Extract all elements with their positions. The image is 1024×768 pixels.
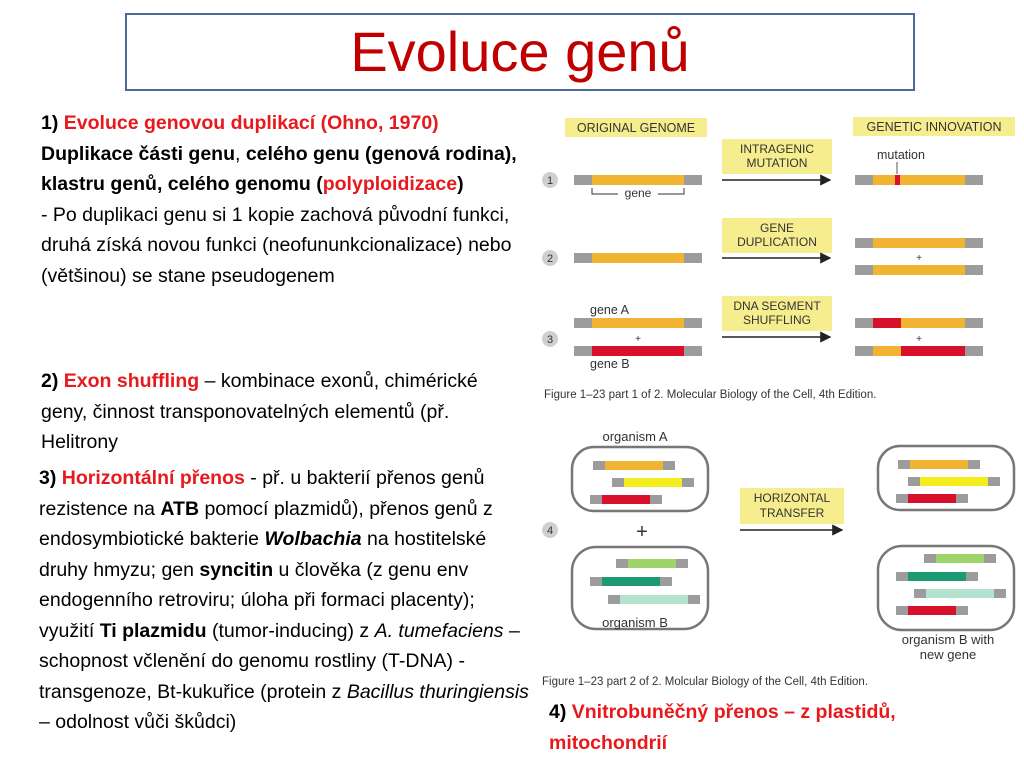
dna-shuffling-label-1: DNA SEGMENT [733, 299, 821, 313]
section-3-text-1: - př. u bakterií přenos genů rezistence na [39, 467, 485, 520]
gene-duplication-label-2: DUPLICATION [737, 235, 817, 249]
figure-caption-1: Figure 1–23 part 1 of 2. Molecular Biology of the Cell, 4th Edition. [544, 389, 877, 401]
plasmid-b2-red-new [896, 606, 968, 615]
section-3-text-4: u člověka (z genu env endogenního retroviru; úloha při formaci placenty); využití [39, 558, 475, 642]
section-3-atb: ATB [160, 497, 200, 520]
organism-a-label: organism A [602, 429, 668, 444]
gene-label: gene [624, 186, 652, 200]
plasmid-a-red [590, 495, 662, 504]
plasmid-b-mint [608, 595, 700, 604]
plasmid-a2-red [896, 494, 968, 503]
section-3-text-6: – schopnost včlenění do genomu rostliny (T-DNA) - transgenoze, Bt-kukuřice (protein z [39, 619, 520, 703]
section-exon-shuffling [41, 366, 521, 458]
section-3-a-tumefaciens: A. tumefaciens [374, 619, 504, 642]
genetic-innovation-label: GENETIC INNOVATION [866, 120, 1002, 134]
section-1-paren-open: ( [310, 173, 323, 195]
row-badge-3 [542, 331, 558, 347]
row-badge-2 [542, 250, 558, 266]
gene-bar-row3-shuffled-2 [855, 346, 983, 356]
row2-plus: + [916, 253, 922, 264]
section-1-heading: Evoluce genovou duplikací (Ohno, 1970) [63, 112, 439, 134]
row-badge-1 [542, 172, 558, 188]
section-3-text-3: na hostitelské druhy hmyzu; gen [39, 528, 487, 581]
plasmid-a2-yellow [908, 477, 1000, 486]
plasmid-a-yellow [612, 478, 694, 487]
plasmid-b2-lightgreen [924, 554, 996, 563]
plasmid-a2-orange [898, 460, 980, 469]
plasmid-a-orange [593, 461, 675, 470]
section-3-syncitin: syncitin [199, 558, 274, 581]
row-3-number: 3 [546, 334, 554, 346]
gene-bar-row2-original [574, 253, 702, 263]
plasmid-b2-mint [914, 589, 1006, 598]
section-2-text: – kombinace exonů, chimérické geny, činnost transponovatelných elementů (př. Helitrony [41, 370, 478, 453]
row3-plus: + [635, 334, 641, 345]
section-1-description: - Po duplikaci genu si 1 kopie zachová původní funkci, druhá získá novou funkci (neofununkcionalizace) nebo (většinou) se stane pseudogenem [41, 203, 512, 287]
molecular-biology-figure [530, 110, 1024, 695]
original-genome-label: ORIGINAL GENOME [576, 121, 696, 135]
horizontal-label-1: HORIZONTAL [753, 491, 831, 505]
section-4-heading: Vnitrobuněčný přenos – z plastidů, mitochondrií [549, 701, 896, 754]
section-3-bacillus: Bacillus thuringiensis [346, 680, 529, 703]
section-2-number: 2) [41, 370, 59, 392]
page-title: Evoluce genů [350, 20, 690, 83]
organism-b-new-label-2: new gene [919, 647, 977, 662]
intragenic-label-1: INTRAGENIC [739, 142, 815, 156]
organism-b-label: organism B [602, 615, 668, 630]
gene-bar-row1-original [574, 175, 702, 185]
plasmid-b-lightgreen [616, 559, 688, 568]
section-1-dup-b: celého genu (genová rodina), klastru genů, celého genomu [41, 142, 517, 195]
section-1-comma: , [234, 142, 246, 165]
section-2-heading: Exon shuffling [63, 370, 200, 392]
organism-plus: + [636, 521, 648, 543]
figure-caption-2: Figure 1–23 part 2 of 2. Molcular Biology of the Cell, 4th Edition. [542, 676, 869, 688]
section-3-text-2: pomocí plazmidů), přenos genů z endosymbiotické bakterie [39, 497, 493, 550]
gene-duplication-label-1: GENE [759, 221, 795, 235]
intragenic-label-2: MUTATION [746, 156, 808, 170]
row-1-number: 1 [546, 175, 554, 187]
section-1-polyploid: polyploidizace [322, 173, 458, 195]
section-gene-duplication [41, 108, 546, 291]
gene-a-label: gene A [590, 303, 629, 317]
section-4-number: 4) [549, 701, 567, 723]
row3-result-plus: + [916, 334, 922, 345]
plasmid-b2-teal [896, 572, 978, 581]
section-horizontal-transfer [39, 463, 531, 738]
gene-bar-row3-gene-a [574, 318, 702, 328]
mutation-label: mutation [877, 148, 925, 162]
section-1-paren-close: ) [457, 173, 464, 195]
section-intracellular-transfer [549, 697, 969, 758]
dna-shuffling-label-2: SHUFFLING [742, 313, 812, 327]
gene-bar-row3-shuffled-1 [855, 318, 983, 328]
gene-bar-row2-copy-1 [855, 238, 983, 248]
gene-bar-row3-gene-b [574, 346, 702, 356]
section-3-text-7: – odolnost vůči škůdci) [39, 711, 237, 733]
gene-b-label: gene B [590, 357, 630, 371]
horizontal-label-2: TRANSFER [759, 506, 825, 520]
title-box [125, 13, 915, 91]
section-1-number: 1) [41, 112, 59, 134]
organism-b-new-label-1: organism B with [901, 632, 995, 647]
gene-bar-row2-copy-2 [855, 265, 983, 275]
section-3-heading: Horizontální přenos [61, 467, 245, 489]
section-3-ti-plasmid: Ti plazmidu [99, 619, 207, 642]
row-4-number: 4 [546, 525, 554, 537]
row-badge-4 [542, 522, 558, 538]
row-2-number: 2 [546, 253, 554, 265]
section-3-number: 3) [39, 467, 57, 489]
plasmid-b-teal [590, 577, 672, 586]
section-3-text-5: (tumor-inducing) z [206, 619, 375, 642]
section-3-wolbachia: Wolbachia [264, 528, 362, 550]
section-1-dup-a: Duplikace části genu [41, 142, 235, 165]
gene-bar-row1-mutated [855, 175, 983, 185]
